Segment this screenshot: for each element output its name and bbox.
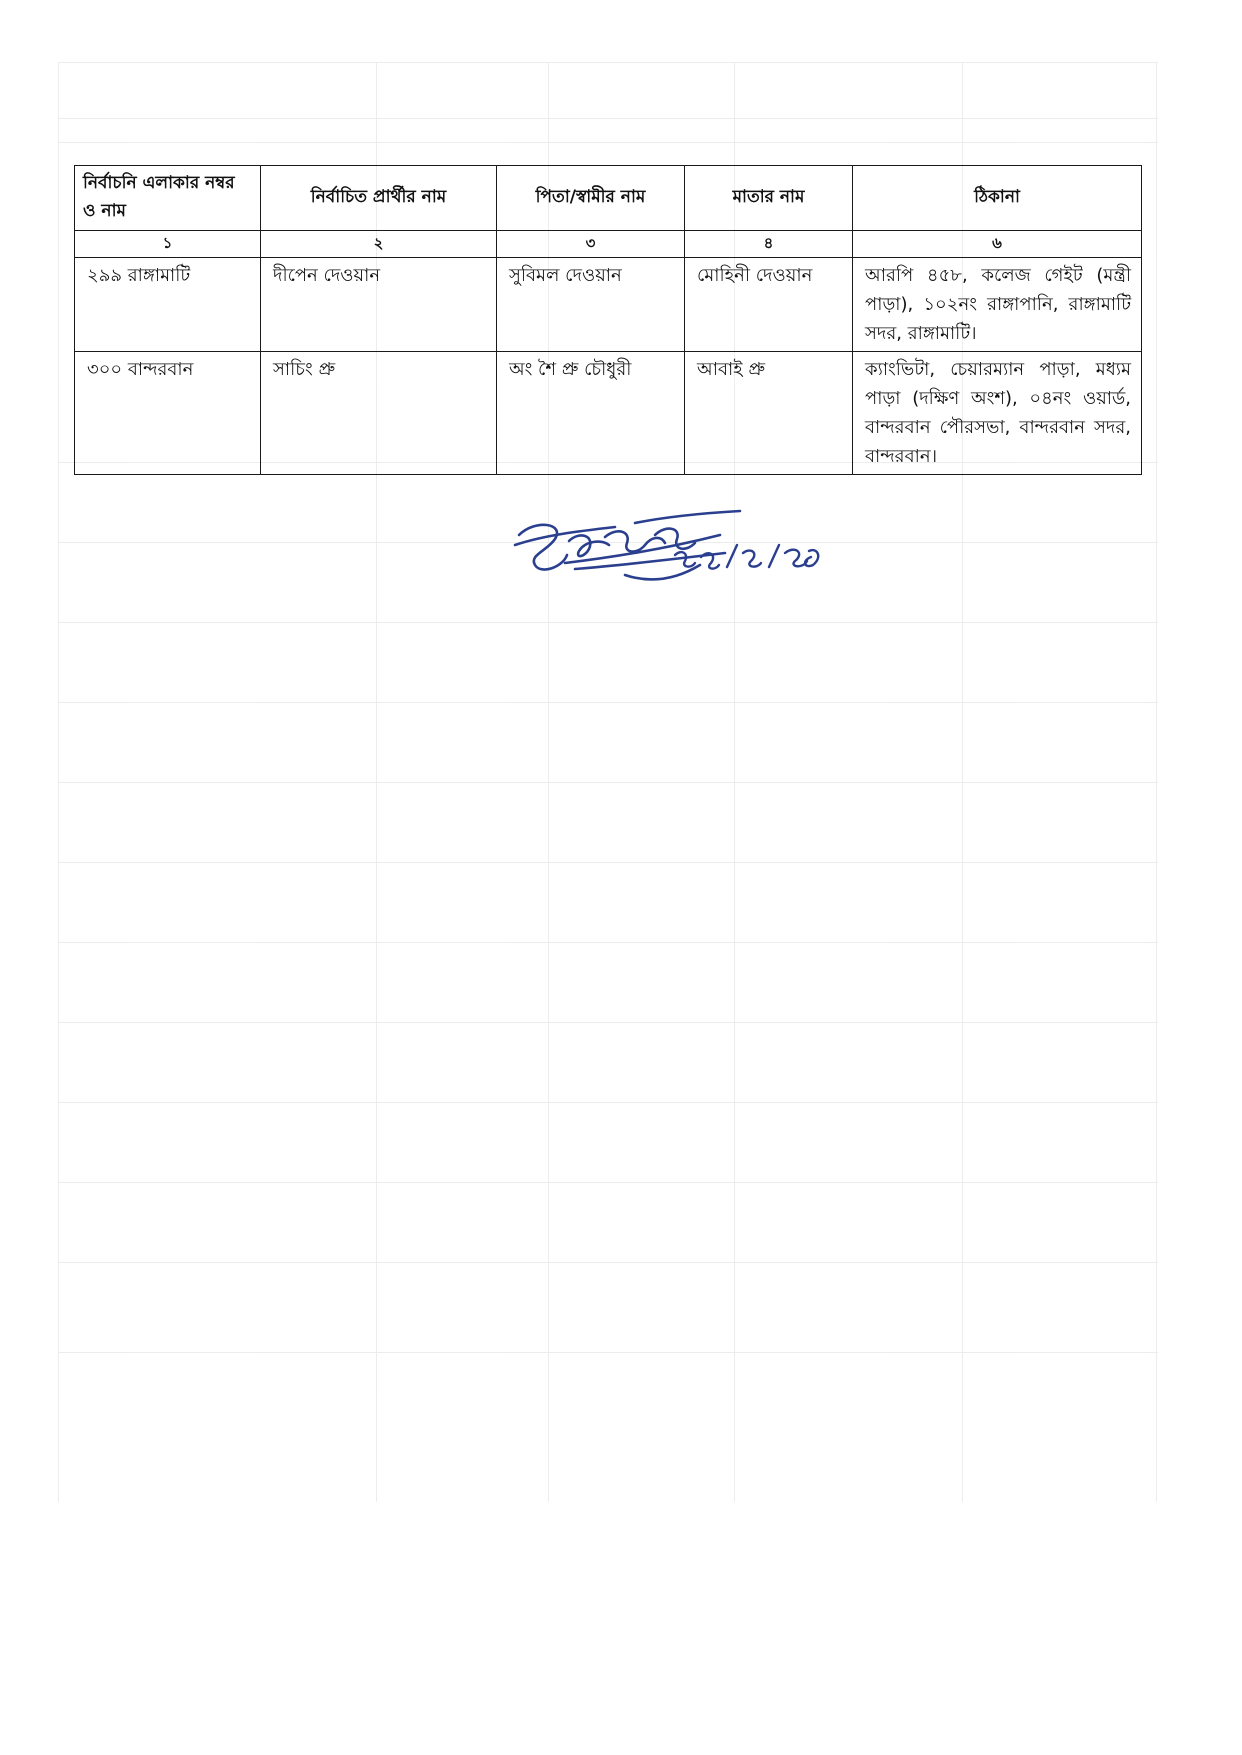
header-mother: মাতার নাম bbox=[685, 166, 853, 231]
header-constituency: নির্বাচনি এলাকার নম্বর ও নাম bbox=[75, 166, 261, 231]
column-number: ২ bbox=[261, 231, 497, 258]
address-cell: ক্যাংভিটা, চেয়ারম্যান পাড়া, মধ্যম পাড়া (দক্ষিণ অংশ), ০৪নং ওয়ার্ড, বান্দরবান পৌরসভা, বান্দরবান সদর, বান্দরবান। bbox=[853, 352, 1142, 475]
header-father-husband: পিতা/স্বামীর নাম bbox=[497, 166, 685, 231]
table-row bbox=[75, 258, 1142, 352]
constituency-cell: ২৯৯ রাঙ্গামাটি bbox=[75, 258, 261, 352]
column-number: ৩ bbox=[497, 231, 685, 258]
handwritten-signature bbox=[505, 505, 835, 605]
header-row bbox=[75, 166, 1142, 231]
table-row bbox=[75, 352, 1142, 475]
header-address: ঠিকানা bbox=[853, 166, 1142, 231]
address-cell: আরপি ৪৫৮, কলেজ গেইট (মন্ত্রী পাড়া), ১০২নং রাঙ্গাপানি, রাঙ্গামাটি সদর, রাঙ্গামাটি। bbox=[853, 258, 1142, 352]
candidate-cell: সাচিং প্রু bbox=[261, 352, 497, 475]
mother-cell: মোহিনী দেওয়ান bbox=[685, 258, 853, 352]
father-husband-cell: অং শৈ প্রু চৌধুরী bbox=[497, 352, 685, 475]
elected-candidates-table bbox=[74, 165, 1142, 475]
candidate-cell: দীপেন দেওয়ান bbox=[261, 258, 497, 352]
elected-candidates-table-container bbox=[74, 165, 1141, 475]
column-number: ৬ bbox=[853, 231, 1142, 258]
column-number: ১ bbox=[75, 231, 261, 258]
constituency-cell: ৩০০ বান্দরবান bbox=[75, 352, 261, 475]
column-number-row bbox=[75, 231, 1142, 258]
header-candidate: নির্বাচিত প্রার্থীর নাম bbox=[261, 166, 497, 231]
father-husband-cell: সুবিমল দেওয়ান bbox=[497, 258, 685, 352]
column-number: ৪ bbox=[685, 231, 853, 258]
mother-cell: আবাই প্রু bbox=[685, 352, 853, 475]
